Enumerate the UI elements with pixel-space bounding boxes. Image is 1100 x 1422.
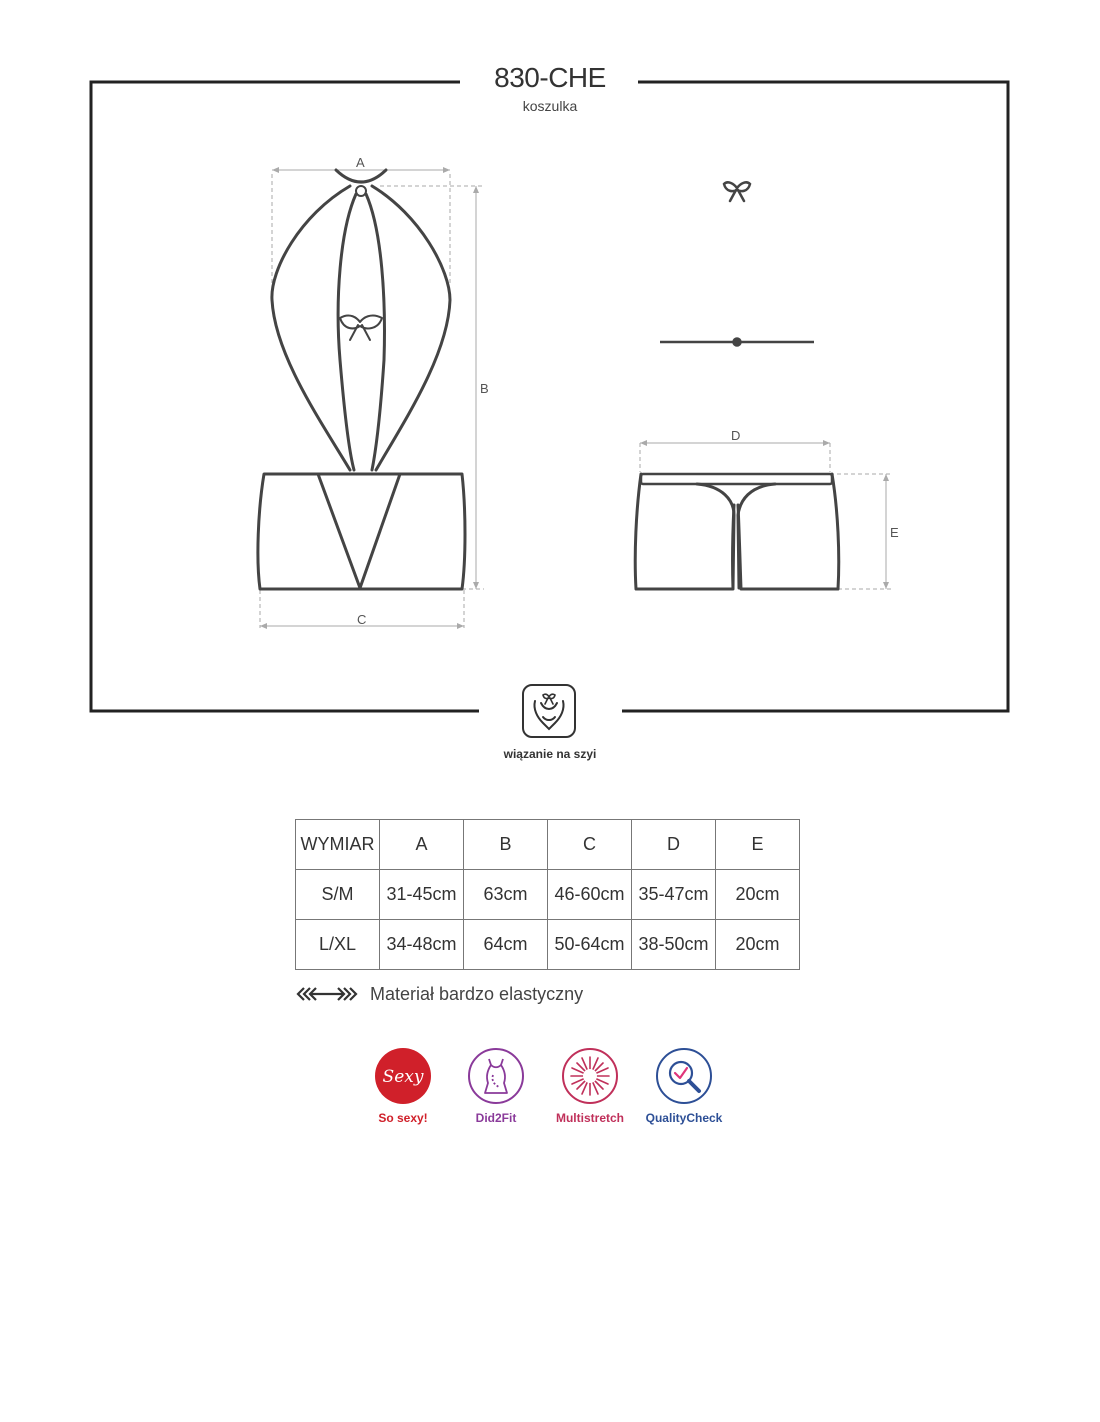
table-cell: 20cm — [716, 920, 800, 970]
badge-label-quality-check: QualityCheck — [645, 1111, 723, 1125]
badge-did2fit — [446, 1047, 546, 1125]
table-cell: 38-50cm — [632, 920, 716, 970]
table-cell: 50-64cm — [548, 920, 632, 970]
table-cell: 64cm — [464, 920, 548, 970]
table-header-cell: E — [716, 820, 800, 870]
bow-accessory-drawing — [724, 182, 750, 201]
table-header-cell: B — [464, 820, 548, 870]
product-type: koszulka — [522, 98, 578, 114]
table-cell: 31-45cm — [380, 870, 464, 920]
size-table — [295, 819, 800, 970]
table-row — [296, 920, 800, 970]
table-row — [296, 870, 800, 920]
dress-fit-icon — [467, 1047, 525, 1105]
dimension-label-c: C — [357, 612, 367, 627]
table-header-cell: D — [632, 820, 716, 870]
frame-border — [91, 82, 1008, 711]
sexy-icon-text: Sexy — [382, 1067, 424, 1087]
feature-label: wiązanie na szyi — [503, 747, 597, 761]
table-cell: 63cm — [464, 870, 548, 920]
table-header-cell: A — [380, 820, 464, 870]
quality-check-icon — [655, 1047, 713, 1105]
table-cell: 34-48cm — [380, 920, 464, 970]
multistretch-icon — [561, 1047, 619, 1105]
dimension-label-a: A — [356, 155, 365, 170]
table-cell: 46-60cm — [548, 870, 632, 920]
table-cell: L/XL — [296, 920, 380, 970]
table-cell: S/M — [296, 870, 380, 920]
stretch-note-text: Materiał bardzo elastyczny — [370, 983, 584, 1004]
stretch-note — [296, 982, 583, 1006]
dimension-label-d: D — [731, 428, 741, 443]
table-cell: 35-47cm — [632, 870, 716, 920]
badge-quality-check — [634, 1047, 734, 1125]
table-header-row — [296, 820, 800, 870]
dimension-arrowheads — [260, 167, 889, 629]
product-code: 830-CHE — [494, 62, 606, 93]
dimension-guides — [260, 170, 892, 628]
shorts-drawing — [635, 474, 839, 589]
dimension-label-e: E — [890, 525, 899, 540]
halter-neck-tie-icon — [521, 683, 577, 739]
table-header-cell: WYMIAR — [296, 820, 380, 870]
sexy-icon — [374, 1047, 432, 1105]
halter-top-drawing — [258, 170, 465, 589]
table-cell: 20cm — [716, 870, 800, 920]
badge-label-did2fit: Did2Fit — [475, 1111, 517, 1125]
badge-multistretch — [540, 1047, 640, 1125]
table-header-cell: C — [548, 820, 632, 870]
badge-label-multistretch: Multistretch — [555, 1111, 624, 1125]
badge-so-sexy — [353, 1047, 453, 1125]
tie-string-drawing — [660, 339, 814, 346]
badge-label-so-sexy: So sexy! — [378, 1111, 428, 1125]
stretch-arrows-icon — [296, 987, 358, 1001]
dimension-label-b: B — [480, 381, 489, 396]
